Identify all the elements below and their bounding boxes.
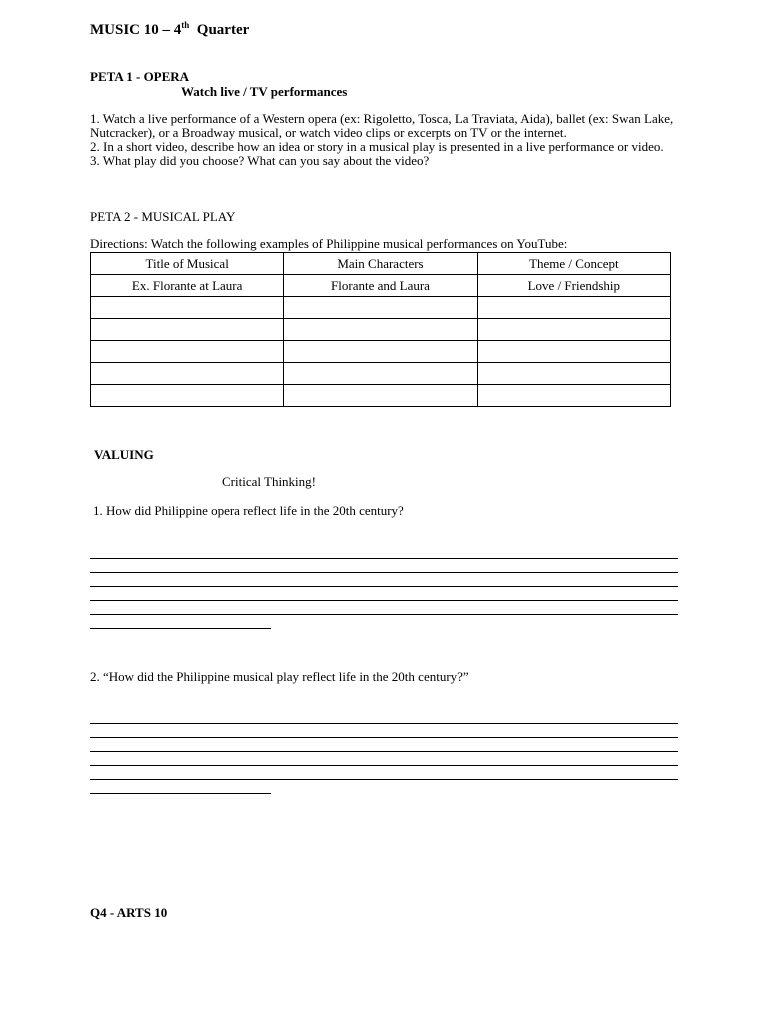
table-cell (477, 385, 670, 407)
peta2-heading: PETA 2 - MUSICAL PLAY (90, 209, 236, 224)
answer-line[interactable] (90, 559, 678, 573)
table-row (91, 363, 671, 385)
table-cell (477, 297, 670, 319)
table-cell (91, 385, 284, 407)
peta2-directions: Directions: Watch the following examples of Philippine musical performances on YouTube: (90, 236, 568, 251)
valuing-heading: VALUING (94, 447, 154, 462)
title-prefix: MUSIC 10 – 4 (90, 22, 182, 38)
answer-line[interactable] (90, 710, 678, 724)
answer-line[interactable] (90, 545, 678, 559)
answer-line[interactable] (90, 752, 678, 766)
table-cell (477, 341, 670, 363)
table-cell (284, 297, 477, 319)
table-row (91, 341, 671, 363)
peta1-heading: PETA 1 - OPERA (90, 69, 190, 84)
table-cell: Ex. Florante at Laura (91, 275, 284, 297)
table-cell (284, 319, 477, 341)
answer-lines-1[interactable] (90, 545, 678, 629)
table-cell (284, 385, 477, 407)
table-header-cell: Main Characters (284, 253, 477, 275)
peta1-item: 3. What play did you choose? What can you say about the video? (90, 153, 430, 168)
table-cell (284, 341, 477, 363)
answer-lines-2[interactable] (90, 710, 678, 794)
table-cell (91, 363, 284, 385)
answer-line[interactable] (90, 587, 678, 601)
answer-line[interactable] (90, 601, 678, 615)
question-2: 2. “How did the Philippine musical play reflect life in the 20th century?” (90, 669, 469, 684)
answer-line[interactable] (90, 615, 271, 629)
table-cell (284, 363, 477, 385)
table-cell (477, 363, 670, 385)
peta1-item: 1. Watch a live performance of a Western opera (ex: Rigoletto, Tosca, La Traviata, Aida), ballet (ex: Swan Lake, Nutcracker), or a Broadway musical, or watch video clips or excerpts on TV or the internet. (90, 111, 674, 140)
peta1-subheading: Watch live / TV performances (181, 84, 348, 99)
table-cell (91, 297, 284, 319)
title-superscript: th (181, 20, 190, 30)
peta1-item: 2. In a short video, describe how an idea or story in a musical play is presented in a live performance or video. (90, 139, 664, 154)
peta1-instructions (90, 112, 680, 168)
answer-line[interactable] (90, 724, 678, 738)
table-cell: Florante and Laura (284, 275, 477, 297)
answer-line[interactable] (90, 766, 678, 780)
footer-heading: Q4 - ARTS 10 (90, 905, 168, 920)
musical-table (90, 252, 671, 407)
table-cell (91, 341, 284, 363)
table-row (91, 275, 671, 297)
answer-line[interactable] (90, 738, 678, 752)
table-cell (91, 319, 284, 341)
title-suffix: Quarter (196, 22, 250, 38)
answer-line[interactable] (90, 780, 271, 794)
table-cell: Love / Friendship (477, 275, 670, 297)
table-header-cell: Theme / Concept (477, 253, 670, 275)
question-1: 1. How did Philippine opera reflect life in the 20th century? (93, 503, 404, 518)
table-header-cell: Title of Musical (91, 253, 284, 275)
valuing-subheading: Critical Thinking! (222, 474, 316, 489)
table-row (91, 385, 671, 407)
table-row (91, 319, 671, 341)
table-cell (477, 319, 670, 341)
table-header-row (91, 253, 671, 275)
table-row (91, 297, 671, 319)
page-title (90, 20, 249, 39)
answer-line[interactable] (90, 573, 678, 587)
